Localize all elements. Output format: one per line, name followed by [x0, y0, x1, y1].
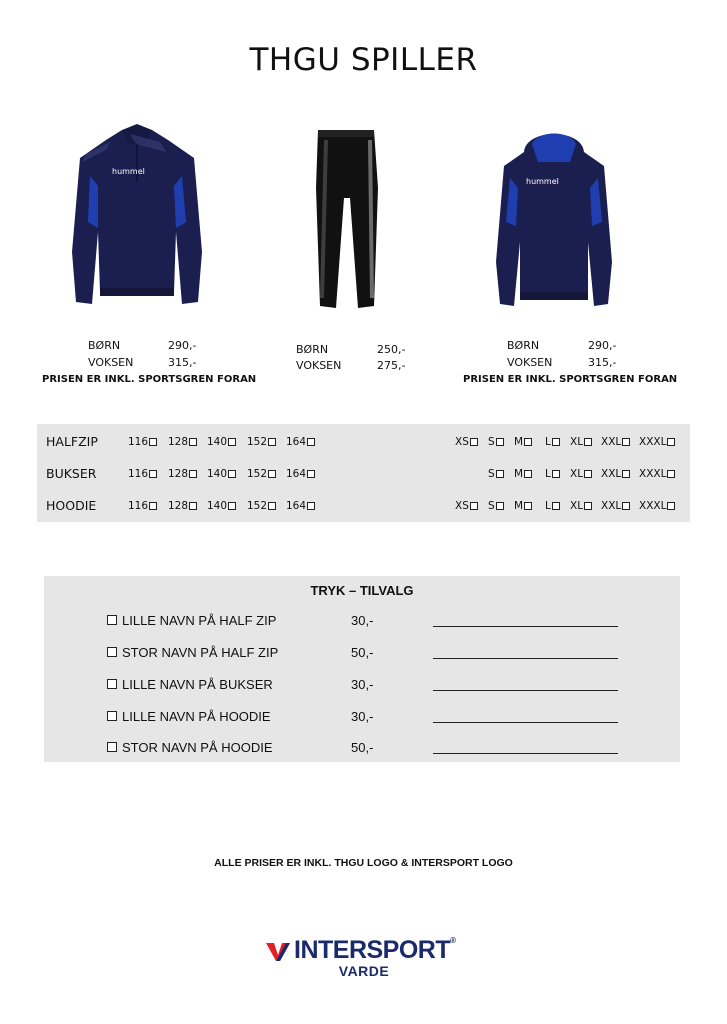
halfzip-voksen-label: VOKSEN	[88, 356, 134, 369]
size-option[interactable]: XL	[570, 500, 592, 512]
size-checkbox[interactable]	[228, 438, 236, 446]
halfzip-born-label: BØRN	[88, 339, 121, 352]
size-option[interactable]: S	[488, 468, 504, 480]
print-option-row	[44, 612, 680, 632]
size-checkbox[interactable]	[667, 502, 675, 510]
hoodie-product-image	[494, 122, 614, 312]
size-checkbox[interactable]	[189, 502, 197, 510]
print-option-label: LILLE NAVN PÅ HALF ZIP	[122, 613, 277, 628]
size-option[interactable]: XS	[455, 436, 478, 448]
size-checkbox[interactable]	[667, 470, 675, 478]
size-option[interactable]: 116	[128, 468, 157, 480]
halfzip-product-image	[70, 122, 204, 316]
print-option-write-line[interactable]	[433, 626, 618, 627]
print-options-title: TRYK – TILVALG	[310, 583, 414, 598]
size-option[interactable]: 164	[286, 436, 315, 448]
bukser-voksen-label: VOKSEN	[296, 359, 342, 372]
bukser-product-image	[312, 128, 382, 312]
size-option[interactable]: 140	[207, 500, 236, 512]
size-checkbox[interactable]	[307, 470, 315, 478]
size-checkbox[interactable]	[524, 470, 532, 478]
size-checkbox[interactable]	[552, 470, 560, 478]
hoodie-voksen-label: VOKSEN	[507, 356, 553, 369]
size-checkbox[interactable]	[268, 502, 276, 510]
print-option-label: LILLE NAVN PÅ BUKSER	[122, 677, 273, 692]
intersport-wordmark: INTERSPORT®	[294, 936, 456, 964]
size-option[interactable]: XXXL	[639, 436, 675, 448]
print-option-price: 30,-	[351, 613, 374, 628]
size-option[interactable]: M	[514, 468, 532, 480]
print-option-row	[44, 676, 680, 696]
print-option-checkbox[interactable]	[107, 615, 117, 625]
size-option[interactable]: 164	[286, 468, 315, 480]
size-option[interactable]: S	[488, 436, 504, 448]
size-option[interactable]: 152	[247, 500, 276, 512]
size-option[interactable]: 128	[168, 436, 197, 448]
size-option[interactable]: 140	[207, 468, 236, 480]
size-checkbox[interactable]	[584, 470, 592, 478]
hoodie-voksen-price: 315,-	[588, 356, 617, 369]
size-option[interactable]: 116	[128, 500, 157, 512]
print-option-write-line[interactable]	[433, 658, 618, 659]
bukser-illustration	[312, 128, 382, 312]
print-option-row	[44, 708, 680, 728]
print-option-write-line[interactable]	[433, 753, 618, 754]
size-row-label: HOODIE	[46, 498, 97, 513]
size-checkbox[interactable]	[552, 438, 560, 446]
size-row-halfzip	[37, 426, 690, 458]
hoodie-brand-text: hummel	[526, 177, 559, 186]
size-checkbox[interactable]	[307, 502, 315, 510]
size-option[interactable]: 152	[247, 436, 276, 448]
size-option[interactable]: XXL	[601, 500, 630, 512]
size-checkbox[interactable]	[307, 438, 315, 446]
size-option[interactable]: XXL	[601, 468, 630, 480]
size-option[interactable]: 128	[168, 468, 197, 480]
size-option[interactable]: M	[514, 500, 532, 512]
size-checkbox[interactable]	[268, 438, 276, 446]
footer-note: ALLE PRISER ER INKL. THGU LOGO & INTERSPORT LOGO	[214, 857, 513, 869]
size-checkbox[interactable]	[189, 470, 197, 478]
size-checkbox[interactable]	[524, 438, 532, 446]
size-option[interactable]: 116	[128, 436, 157, 448]
print-option-checkbox[interactable]	[107, 711, 117, 721]
size-checkbox[interactable]	[228, 502, 236, 510]
hoodie-born-price: 290,-	[588, 339, 617, 352]
size-checkbox[interactable]	[584, 438, 592, 446]
print-options-panel	[44, 576, 680, 762]
size-checkbox[interactable]	[149, 438, 157, 446]
print-option-write-line[interactable]	[433, 722, 618, 723]
size-row-bukser	[37, 458, 690, 490]
print-option-label: STOR NAVN PÅ HALF ZIP	[122, 645, 279, 660]
hoodie-price-note: PRISEN ER INKL. SPORTSGREN FORAN	[463, 374, 678, 385]
size-row-label: BUKSER	[46, 466, 97, 481]
halfzip-born-price: 290,-	[168, 339, 197, 352]
halfzip-illustration	[70, 122, 204, 316]
bukser-voksen-price: 275,-	[377, 359, 406, 372]
size-checkbox[interactable]	[552, 502, 560, 510]
size-row-label: HALFZIP	[46, 434, 98, 449]
size-checkbox[interactable]	[622, 502, 630, 510]
size-checkbox[interactable]	[149, 502, 157, 510]
size-checkbox[interactable]	[496, 470, 504, 478]
size-table	[37, 424, 690, 522]
hoodie-born-label: BØRN	[507, 339, 540, 352]
size-checkbox[interactable]	[189, 438, 197, 446]
size-option[interactable]: L	[545, 436, 560, 448]
print-option-price: 50,-	[351, 645, 374, 660]
print-option-price: 30,-	[351, 677, 374, 692]
size-option[interactable]: 140	[207, 436, 236, 448]
size-checkbox[interactable]	[496, 502, 504, 510]
hoodie-illustration	[494, 122, 614, 312]
size-checkbox[interactable]	[228, 470, 236, 478]
size-option[interactable]: XL	[570, 436, 592, 448]
size-option[interactable]: 128	[168, 500, 197, 512]
print-option-price: 30,-	[351, 709, 374, 724]
print-option-checkbox[interactable]	[107, 742, 117, 752]
print-option-checkbox[interactable]	[107, 647, 117, 657]
size-option[interactable]: 164	[286, 500, 315, 512]
print-option-write-line[interactable]	[433, 690, 618, 691]
halfzip-voksen-price: 315,-	[168, 356, 197, 369]
print-option-row	[44, 644, 680, 664]
size-option[interactable]: XXL	[601, 436, 630, 448]
size-row-hoodie	[37, 490, 690, 522]
page-title: THGU SPILLER	[249, 42, 478, 78]
print-option-row	[44, 739, 680, 759]
size-option[interactable]: L	[545, 500, 560, 512]
size-option[interactable]: L	[545, 468, 560, 480]
size-checkbox[interactable]	[149, 470, 157, 478]
halfzip-brand-text: hummel	[112, 167, 145, 176]
bukser-born-label: BØRN	[296, 343, 329, 356]
size-checkbox[interactable]	[667, 438, 675, 446]
bukser-born-price: 250,-	[377, 343, 406, 356]
size-option[interactable]: S	[488, 500, 504, 512]
size-checkbox[interactable]	[470, 502, 478, 510]
print-option-label: STOR NAVN PÅ HOODIE	[122, 740, 273, 755]
size-checkbox[interactable]	[470, 438, 478, 446]
halfzip-price-note: PRISEN ER INKL. SPORTSGREN FORAN	[42, 374, 257, 385]
size-option[interactable]: XXXL	[639, 500, 675, 512]
intersport-location: VARDE	[338, 963, 390, 979]
size-option[interactable]: M	[514, 436, 532, 448]
size-option[interactable]: XXXL	[639, 468, 675, 480]
size-checkbox[interactable]	[584, 502, 592, 510]
size-checkbox[interactable]	[622, 438, 630, 446]
size-checkbox[interactable]	[524, 502, 532, 510]
size-checkbox[interactable]	[622, 470, 630, 478]
size-option[interactable]: XS	[455, 500, 478, 512]
size-checkbox[interactable]	[496, 438, 504, 446]
print-option-price: 50,-	[351, 740, 374, 755]
size-checkbox[interactable]	[268, 470, 276, 478]
print-option-checkbox[interactable]	[107, 679, 117, 689]
size-option[interactable]: 152	[247, 468, 276, 480]
size-option[interactable]: XL	[570, 468, 592, 480]
print-option-label: LILLE NAVN PÅ HOODIE	[122, 709, 271, 724]
intersport-logo	[264, 935, 464, 985]
intersport-mark-icon	[264, 939, 292, 963]
